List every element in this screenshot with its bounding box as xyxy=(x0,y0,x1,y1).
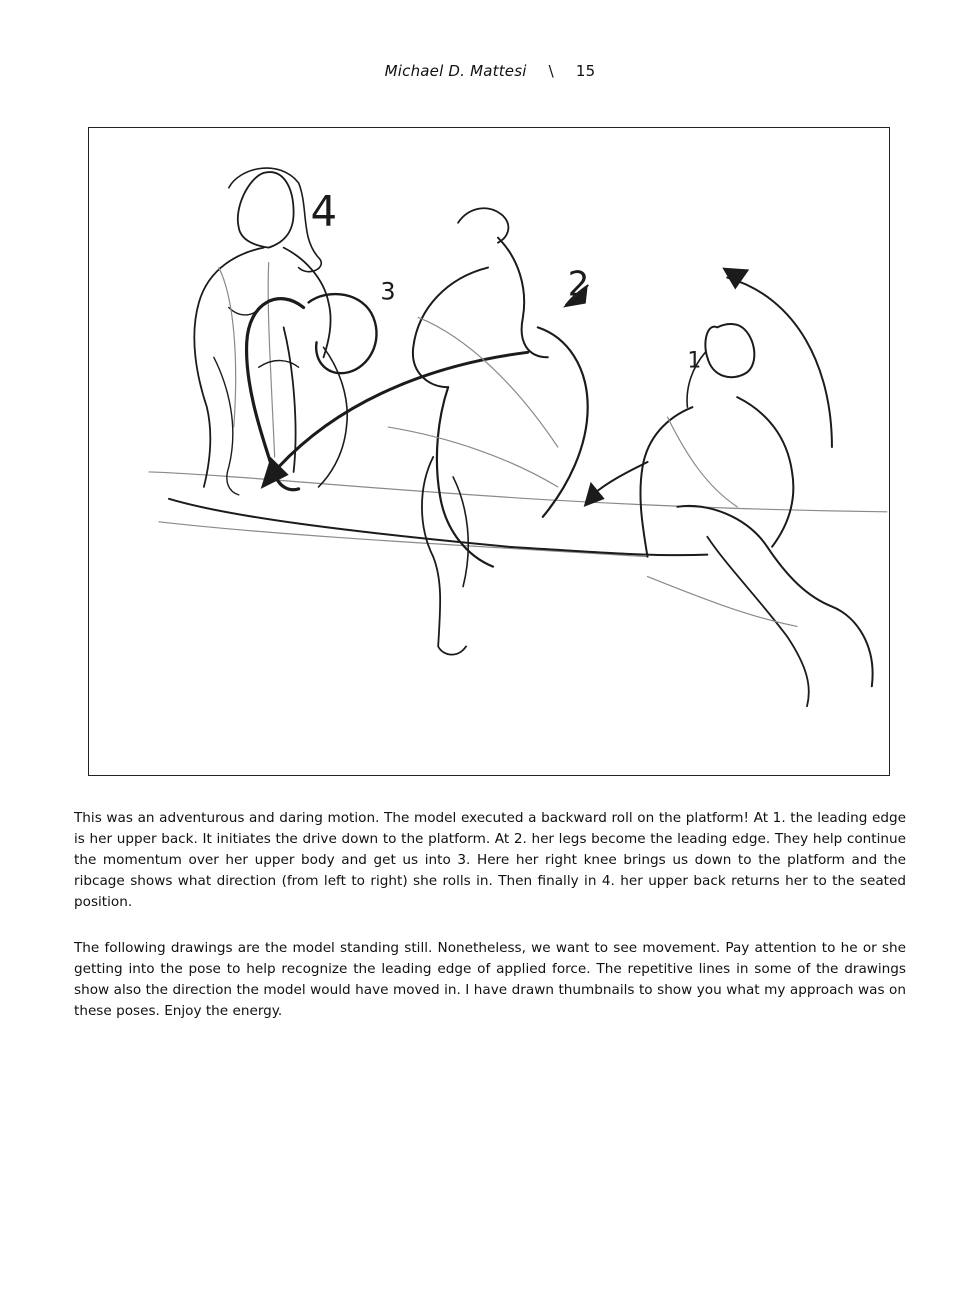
figure-1-seated-back xyxy=(584,268,873,707)
figure-label-1: 1 xyxy=(687,348,702,374)
figure-3-roll xyxy=(247,294,528,490)
figure-label-2: 2 xyxy=(567,264,590,304)
author-name: Michael D. Mattesi xyxy=(384,62,527,80)
gesture-sketch-figure xyxy=(88,127,890,776)
backward-roll-sketch xyxy=(89,128,889,775)
figure-label-3: 3 xyxy=(380,277,396,306)
page-number: 15 xyxy=(575,62,596,80)
page-header xyxy=(0,62,980,80)
paragraph-2: The following drawings are the model standing still. Nonetheless, we want to see movement. Pay attention to he or she getting into the pose to help recognize the leading edge of applied force. The repetitive lines in some of the drawings show also the direction the model would have moved in. I have drawn thumbnails to show you what my approach was on these poses. Enjoy the energy. xyxy=(74,940,906,1019)
header-separator: \ xyxy=(548,62,554,80)
figure-2-legs-over xyxy=(388,208,587,654)
figure-label-4: 4 xyxy=(310,186,338,236)
paragraph-1: This was an adventurous and daring motion. The model executed a backward roll on the platform! At 1. the leading edge is her upper back. It initiates the drive down to the platform. At 2. her legs become the leading edge. They help continue the momentum over her upper body and get us into 3. Here her right knee brings us down to the platform and the ribcage shows what direction (from left to right) she rolls in. Then finally in 4. her upper back returns her to the seated position. xyxy=(74,810,906,910)
